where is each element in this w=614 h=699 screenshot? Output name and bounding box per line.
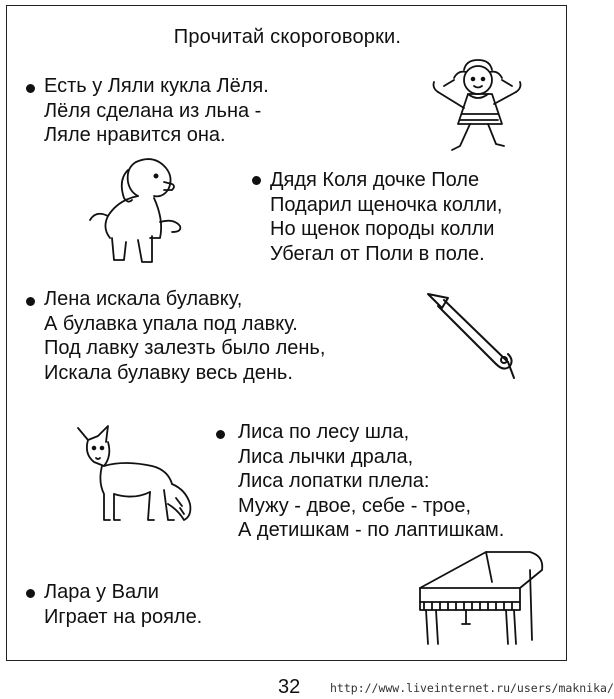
bullet xyxy=(26,589,35,598)
bullet xyxy=(26,297,35,306)
fox-icon xyxy=(72,424,198,528)
poem-line: Но щенок породы колли xyxy=(270,218,495,240)
poem-4 xyxy=(238,420,504,543)
poem-line: Лиса лычки драла, xyxy=(238,445,414,468)
doll-icon xyxy=(418,58,528,158)
piano-icon xyxy=(410,546,548,650)
poem-1 xyxy=(44,74,269,148)
poem-5 xyxy=(44,580,202,629)
poem-2 xyxy=(270,168,502,266)
poem-line: Мужу - двое, себе - трое, xyxy=(238,494,472,517)
bullet xyxy=(26,84,35,93)
bullet xyxy=(252,176,261,185)
poem-line: Искала булавку весь день. xyxy=(44,361,293,384)
poem-line: Лара у Вали xyxy=(44,581,159,603)
poem-line: Лена искала булавку, xyxy=(44,288,243,310)
poem-line: А детишкам - по лаптишкам. xyxy=(238,519,505,541)
poem-line: Есть у Ляли кукла Лёля. xyxy=(44,75,269,97)
poem-line: Дядя Коля дочке Поле xyxy=(270,169,480,191)
poem-line: А булавка упала под лавку. xyxy=(44,312,298,335)
poem-line: Лиса лопатки плела: xyxy=(238,470,430,492)
puppy-icon xyxy=(86,152,190,272)
poem-line: Лиса по лесу шла, xyxy=(238,421,410,443)
page-number: 32 xyxy=(278,676,301,698)
safety-pin-icon xyxy=(422,288,522,384)
poem-line: Лёля сделана из льна - xyxy=(44,99,262,122)
poem-line: Под лавку залезть было лень, xyxy=(44,337,326,359)
poem-line: Подарил щеночка колли, xyxy=(270,193,503,216)
bullet xyxy=(216,430,225,439)
poem-line: Убегал от Поли в поле. xyxy=(270,242,485,265)
poem-3 xyxy=(44,287,325,385)
poem-line: Играет на рояле. xyxy=(44,605,203,628)
poem-line: Ляле нравится она. xyxy=(44,124,226,146)
watermark-url: http://www.liveinternet.ru/users/maknika/ xyxy=(330,681,614,695)
page-title: Прочитай скороговорки. xyxy=(173,26,402,48)
